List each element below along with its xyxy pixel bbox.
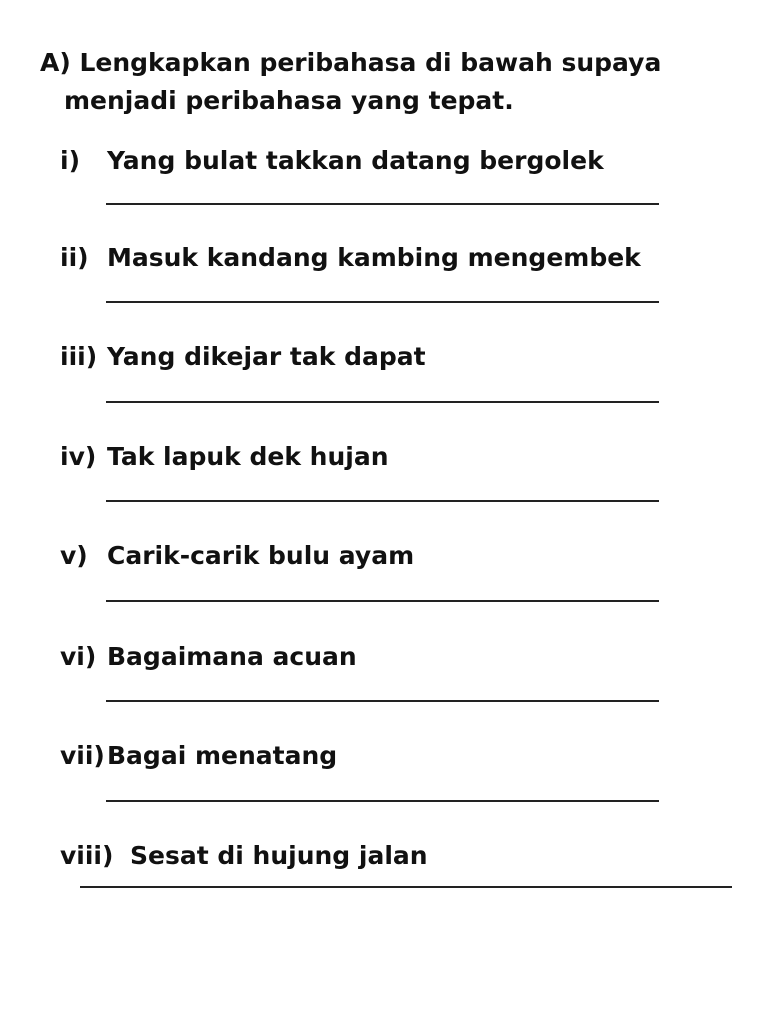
answer-blank[interactable]	[106, 500, 659, 502]
item-number: iv)	[60, 442, 97, 471]
item-number: ii)	[60, 243, 89, 272]
proverb-prompt: Sesat di hujung jalan	[130, 841, 428, 870]
answer-blank[interactable]	[106, 600, 659, 602]
proverb-prompt: Bagaimana acuan	[107, 642, 357, 671]
answer-blank[interactable]	[106, 203, 659, 205]
item-number: viii)	[60, 841, 114, 870]
answer-blank[interactable]	[106, 401, 659, 403]
item-number: vii)	[60, 741, 105, 770]
proverb-prompt: Carik-carik bulu ayam	[107, 541, 415, 570]
proverb-prompt: Tak lapuk dek hujan	[107, 442, 389, 471]
answer-blank[interactable]	[106, 700, 659, 702]
answer-blank[interactable]	[106, 800, 659, 802]
instruction-line-1: A) Lengkapkan peribahasa di bawah supaya	[40, 48, 662, 77]
instruction-line-2: menjadi peribahasa yang tepat.	[64, 86, 514, 115]
proverb-prompt: Yang bulat takkan datang bergolek	[107, 146, 604, 175]
proverb-prompt: Masuk kandang kambing mengembek	[107, 243, 641, 272]
answer-blank[interactable]	[80, 886, 732, 888]
item-number: i)	[60, 146, 80, 175]
proverb-prompt: Yang dikejar tak dapat	[107, 342, 426, 371]
item-number: iii)	[60, 342, 98, 371]
item-number: v)	[60, 541, 88, 570]
answer-blank[interactable]	[106, 301, 659, 303]
item-number: vi)	[60, 642, 97, 671]
proverb-prompt: Bagai menatang	[107, 741, 338, 770]
